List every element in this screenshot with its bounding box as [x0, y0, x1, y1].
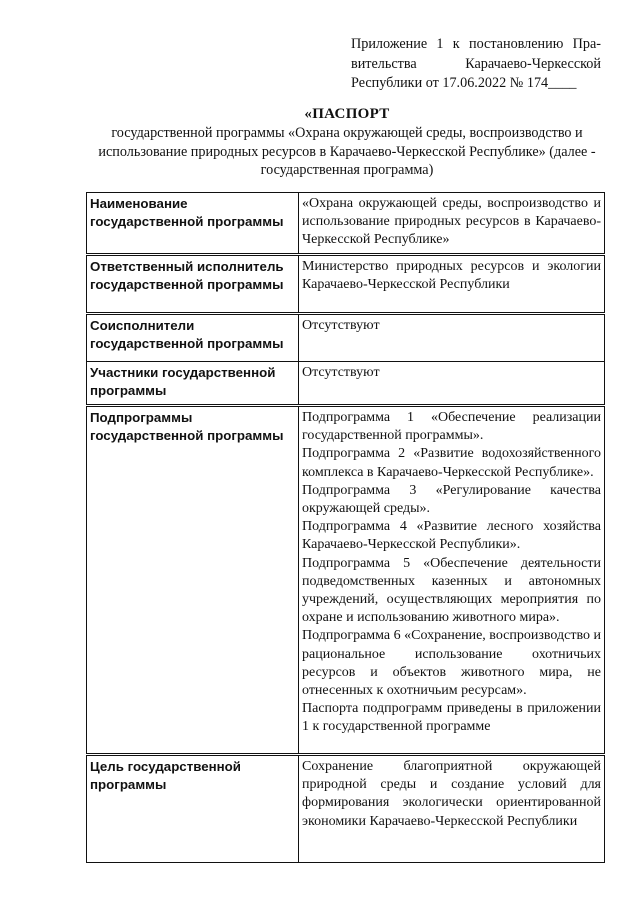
value-paragraph: Подпрограмма 6 «Сохранение, воспроизводство и рациональное использование охотничьих ресурсов и объектов животного мира, не отнесенных к охотничьим ресурсам».	[302, 628, 601, 699]
row-label-subprograms: Подпрограммы государственной программы	[87, 406, 299, 755]
row-label-responsible: Ответственный исполнитель государственной программы	[87, 255, 299, 314]
value-paragraph: Сохранение благоприятной окружающей природной среды и создание условий для формирования экологически ориентированной экономики Карачаево-Черкесской Республики	[302, 759, 601, 829]
value-paragraph: Подпрограмма 2 «Развитие водохозяйственного комплекса в Карачаево-Черкесской Республике».	[302, 446, 601, 480]
row-label-name: Наименование государственной программы	[87, 193, 299, 255]
value-paragraph: Паспорта подпрограмм приведены в приложении 1 к государственной программе	[302, 701, 601, 735]
table-row	[87, 755, 605, 863]
row-value-subprograms	[299, 406, 605, 755]
passport-table	[86, 192, 605, 863]
value-paragraph: Подпрограмма 3 «Регулирование качества окружающей среды».	[302, 482, 601, 517]
value-paragraph: Отсутствуют	[302, 318, 380, 333]
row-value-responsible	[299, 255, 605, 314]
row-value-participants	[299, 362, 605, 406]
row-label-goal: Цель государственной программы	[87, 755, 299, 863]
table-row	[87, 193, 605, 255]
document-heading	[90, 105, 604, 180]
value-paragraph: «Охрана окружающей среды, воспроизводство и использование природных ресурсов в Карачаево-Черкесской Республике»	[302, 196, 601, 248]
row-value-goal	[299, 755, 605, 863]
document-title: «ПАСПОРТ	[304, 106, 390, 122]
table-row	[87, 255, 605, 314]
value-paragraph: Подпрограмма 4 «Развитие лесного хозяйства Карачаево-Черкесской Республики».	[302, 519, 601, 553]
table-row	[87, 362, 605, 406]
table-row	[87, 314, 605, 362]
row-value-name	[299, 193, 605, 255]
table-row	[87, 406, 605, 755]
row-label-participants: Участники государственной программы	[87, 362, 299, 406]
appendix-line-2: вительства Карачаево-Черкесской	[351, 55, 601, 72]
value-paragraph: Подпрограмма 1 «Обеспечение реализации государственной программы».	[302, 410, 601, 444]
row-value-coexecutors	[299, 314, 605, 362]
document-subtitle: государственной программы «Охрана окружающей среды, воспроизводство и использование природных ресурсов в Карачаево-Черкесской Республике» (далее - государственная программа)	[98, 125, 596, 178]
value-paragraph: Отсутствуют	[302, 365, 380, 380]
appendix-line-1: Приложение 1 к постановлению Пра-	[351, 36, 601, 52]
value-paragraph: Подпрограмма 5 «Обеспечение деятельности подведомственных казенных и автономных учреждений, осуществляющих мероприятия по охране и использованию животного мира».	[302, 555, 601, 626]
row-label-coexecutors: Соисполнители государственной программы	[87, 314, 299, 362]
appendix-line-3: Республики от 17.06.2022 № 174____	[351, 75, 577, 91]
appendix-note	[351, 35, 601, 94]
value-paragraph: Министерство природных ресурсов и экологии Карачаево-Черкесской Республики	[302, 259, 601, 293]
